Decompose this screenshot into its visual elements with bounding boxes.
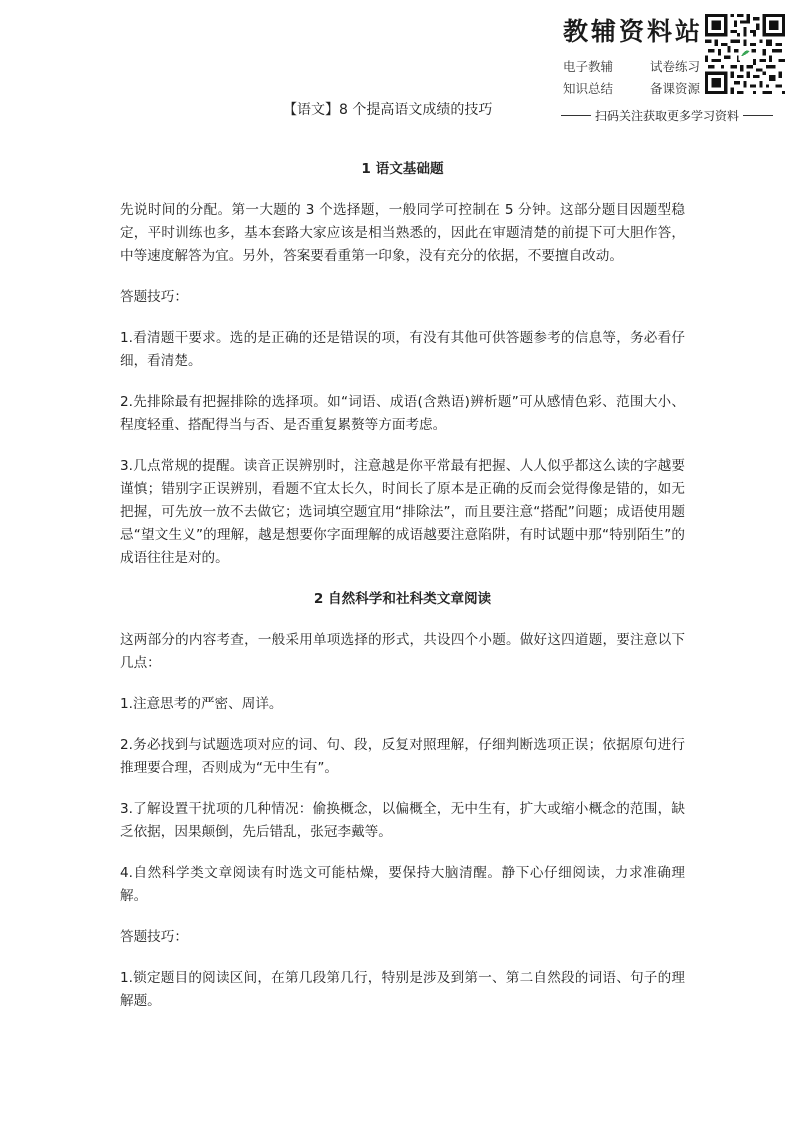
link-exam-practice[interactable]: 试卷练习 xyxy=(649,59,700,74)
brand-title: 教辅资料站 xyxy=(563,17,704,46)
qr-code-icon xyxy=(705,14,785,94)
paragraph: 3.几点常规的提醒。读音正误辨别时，注意越是你平常最有把握、人人似乎都这么读的字越要谨慎；错别字正误辨别，看题不宜太长久，时间长了原本是正确的反而会觉得像是错的，如无把握，可先放一放不去做它；选词填空题宜用“排除法”，而且要注意“搭配”问题；成语使用题忌“望文生义”的理解，越是想要你字面理解的成语越要注意陷阱，有时试题中那“特别陌生”的成语往往是对的。 xyxy=(120,458,685,566)
link-knowledge-summary[interactable]: 知识总结 xyxy=(563,81,614,96)
document-title: 【语文】8 个提高语文成绩的技巧 xyxy=(283,102,493,118)
caption-dash-left xyxy=(561,115,591,116)
section-heading-reading: 2 自然科学和社科类文章阅读 xyxy=(313,591,492,607)
paragraph: 这两部分的内容考查，一般采用单项选择的形式，共设四个小题。做好这四道题，要注意以下几点： xyxy=(120,632,685,671)
paragraph: 先说时间的分配。第一大题的 3 个选择题，一般同学可控制在 5 分钟。这部分题目因题型稳定，平时训练也多，基本套路大家应该是相当熟悉的，因此在审题清楚的前提下可大胆作答，中等速度解答为宜。另外，答案要看重第一印象，没有充分的依据，不要擅自改动。 xyxy=(120,202,685,264)
link-electronic-tutoring[interactable]: 电子教辅 xyxy=(563,59,614,74)
paragraph: 4.自然科学类文章阅读有时选文可能枯燥，要保持大脑清醒。静下心仔细阅读，力求准确理解。 xyxy=(120,865,685,904)
paragraph: 答题技巧： xyxy=(120,929,188,945)
paragraph: 1.看清题干要求。选的是正确的还是错误的项，有没有其他可供答题参考的信息等，务必看仔细，看清楚。 xyxy=(120,330,685,369)
paragraph: 1.锁定题目的阅读区间，在第几段第几行，特别是涉及到第一、第二自然段的词语、句子的理解题。 xyxy=(120,970,685,1009)
paragraph: 答题技巧： xyxy=(120,289,188,305)
section-heading-basic: 1 语文基础题 xyxy=(361,161,444,177)
link-lesson-resources[interactable]: 备课资源 xyxy=(649,81,700,96)
caption-dash-right xyxy=(743,115,773,116)
paragraph: 2.先排除最有把握排除的选择项。如“词语、成语(含熟语)辨析题”可从感情色彩、范围大小、程度轻重、搭配得当与否、是否重复累赘等方面考虑。 xyxy=(120,394,685,433)
header-links xyxy=(563,56,703,100)
paragraph: 1.注意思考的严密、周详。 xyxy=(120,696,283,712)
qr-caption-text: 扫码关注获取更多学习资料 xyxy=(594,109,739,123)
qr-caption xyxy=(557,107,777,124)
paragraph: 2.务必找到与试题选项对应的词、句、段，反复对照理解，仔细判断选项正误；依据原句进行推理要合理，否则成为“无中生有”。 xyxy=(120,737,685,776)
paragraph: 3.了解设置干扰项的几种情况：偷换概念，以偏概全，无中生有，扩大或缩小概念的范围，缺乏依据，因果颠倒，先后错乱，张冠李戴等。 xyxy=(120,801,685,840)
document-body xyxy=(120,158,685,1031)
